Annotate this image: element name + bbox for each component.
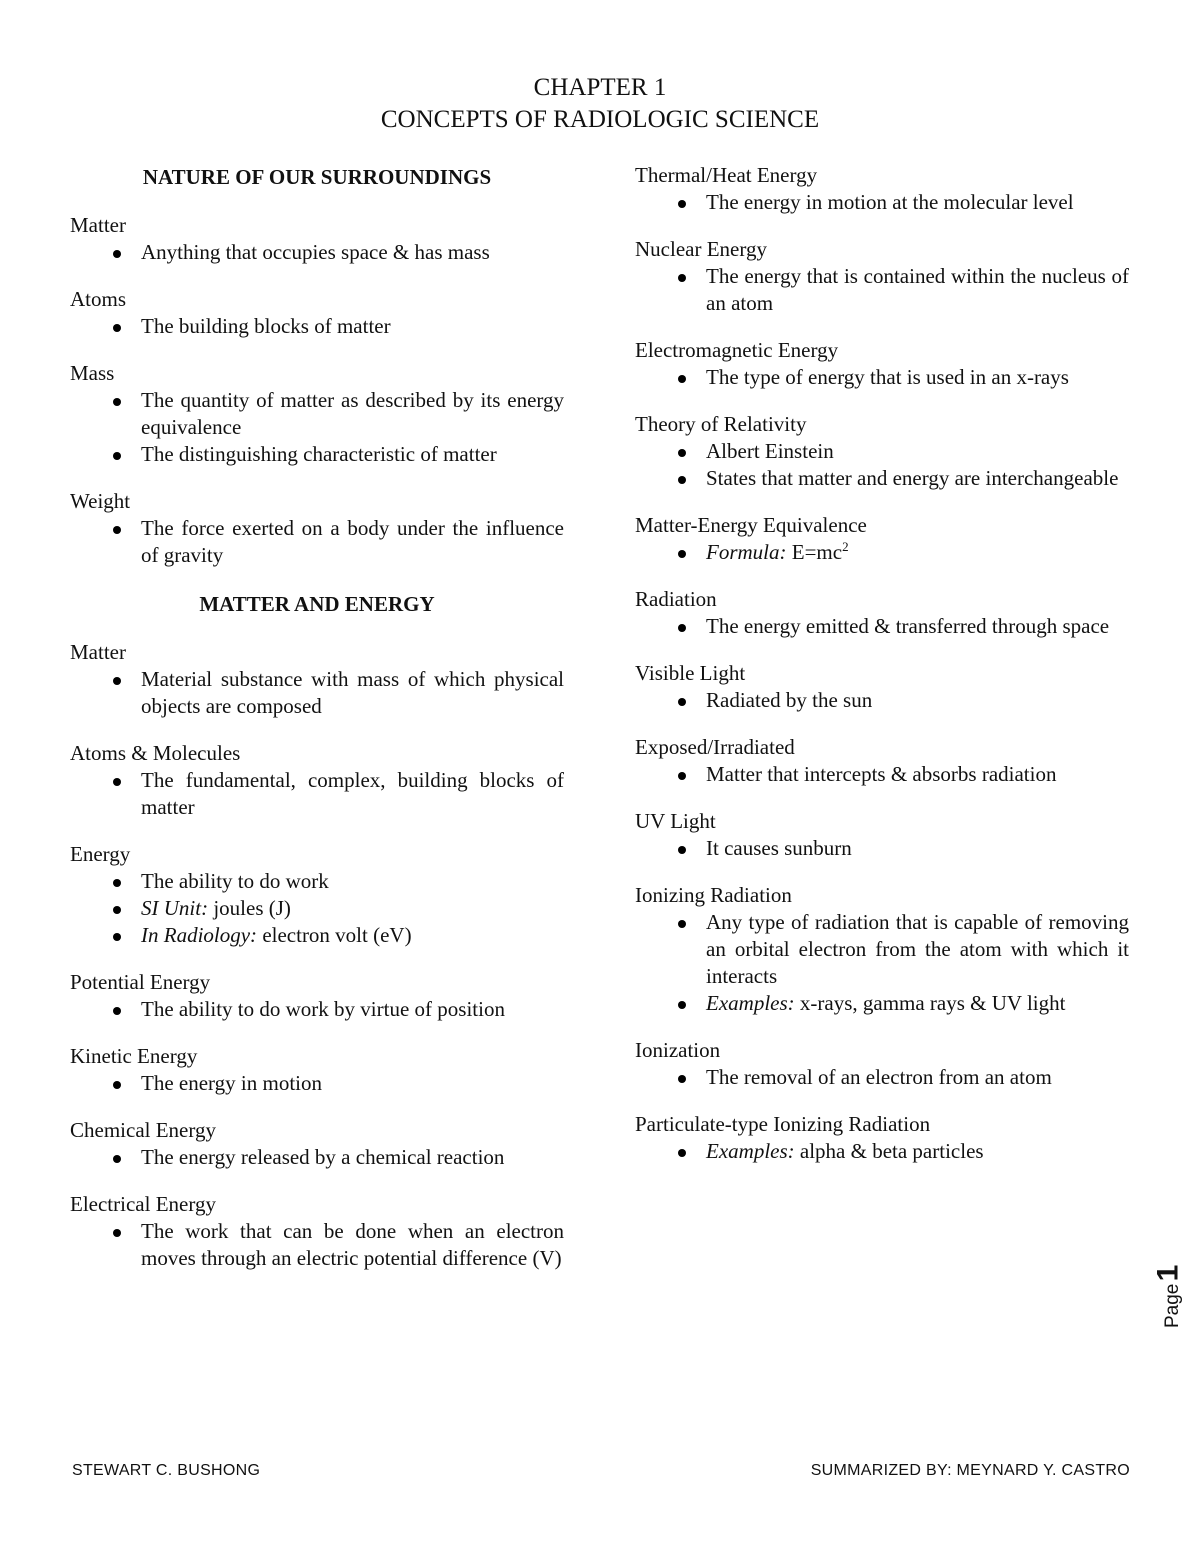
bullet-item-examples	[706, 990, 1129, 1017]
term-visible-light: Visible Light	[635, 661, 746, 685]
examples-value: alpha & beta particles	[794, 1139, 984, 1163]
bullet-list	[70, 313, 564, 340]
page-label: Page	[1162, 1283, 1183, 1328]
bullet-item: The building blocks of matter	[141, 313, 564, 340]
bullet-item: The quantity of matter as described by its energy equivalence	[141, 388, 564, 439]
page-number-marker	[1151, 1262, 1198, 1334]
bullet-item: The ability to do work by virtue of position	[141, 996, 564, 1023]
bullet-item: The type of energy that is used in an x-rays	[706, 364, 1129, 391]
term-energy: Energy	[70, 842, 131, 866]
term-electrical-energy: Electrical Energy	[70, 1192, 216, 1216]
term-exposed-irradiated: Exposed/Irradiated	[635, 735, 795, 759]
term-atoms-molecules: Atoms & Molecules	[70, 741, 241, 765]
bullet-item: States that matter and energy are interchangeable	[706, 465, 1129, 492]
bullet-list	[70, 515, 564, 569]
bullet-list	[70, 1218, 564, 1272]
examples-value: x-rays, gamma rays & UV light	[794, 991, 1066, 1015]
bullet-list	[635, 1064, 1129, 1091]
bullet-list	[70, 868, 564, 949]
bullet-item: The work that can be done when an electron moves through an electric potential difference (V)	[141, 1219, 564, 1270]
bullet-item: The energy in motion at the molecular level	[706, 189, 1129, 216]
bullet-list	[70, 1070, 564, 1097]
chapter-title: CONCEPTS OF RADIOLOGIC SCIENCE	[380, 106, 820, 133]
bullet-list	[635, 189, 1129, 216]
chapter-number: CHAPTER 1	[533, 74, 667, 101]
page-number: 1	[1151, 1264, 1185, 1282]
bullet-item-formula	[706, 539, 1129, 566]
bullet-list	[70, 239, 564, 266]
bullet-item: The energy emitted & transferred through space	[706, 613, 1129, 640]
bullet-item: The fundamental, complex, building blocks of matter	[141, 768, 564, 819]
term-theory-of-relativity: Theory of Relativity	[635, 412, 807, 436]
bullet-list	[70, 767, 564, 821]
bullet-list	[635, 835, 1129, 862]
bullet-item: The energy released by a chemical reaction	[141, 1144, 564, 1171]
bullet-item: The distinguishing characteristic of matter	[141, 441, 564, 468]
term-ionization: Ionization	[635, 1038, 721, 1062]
bullet-item: Material substance with mass of which physical objects are composed	[141, 667, 564, 718]
term-radiation: Radiation	[635, 587, 717, 611]
footer-author: STEWART C. BUSHONG	[72, 1462, 261, 1479]
bullet-list	[635, 263, 1129, 317]
bullet-item-radiology-unit	[141, 922, 564, 949]
radiology-unit-label: In Radiology:	[141, 923, 258, 947]
section-heading-surroundings: NATURE OF OUR SURROUNDINGS	[142, 165, 492, 189]
term-nuclear-energy: Nuclear Energy	[635, 237, 767, 261]
bullet-item: The energy in motion	[141, 1070, 564, 1097]
bullet-list	[635, 613, 1129, 640]
examples-label: Examples:	[706, 1139, 795, 1163]
section-heading-matter-energy: MATTER AND ENERGY	[199, 592, 435, 616]
bullet-item: The force exerted on a body under the influence of gravity	[141, 516, 564, 567]
bullet-item: Albert Einstein	[706, 438, 1129, 465]
bullet-list	[70, 666, 564, 720]
term-matter: Matter	[70, 213, 126, 237]
bullet-item: It causes sunburn	[706, 835, 1129, 862]
term-particulate-ionizing-radiation: Particulate-type Ionizing Radiation	[635, 1112, 931, 1136]
bullet-list	[635, 364, 1129, 391]
bullet-item: The ability to do work	[141, 868, 564, 895]
bullet-item: Any type of radiation that is capable of removing an orbital electron from the atom with which it interacts	[706, 910, 1129, 988]
formula-exponent: 2	[842, 539, 849, 554]
term-uv-light: UV Light	[635, 809, 716, 833]
si-unit-label: SI Unit:	[141, 896, 209, 920]
term-weight: Weight	[70, 489, 131, 513]
term-matter-2: Matter	[70, 640, 126, 664]
formula-label: Formula:	[706, 540, 787, 564]
term-ionizing-radiation: Ionizing Radiation	[635, 883, 792, 907]
term-chemical-energy: Chemical Energy	[70, 1118, 216, 1142]
bullet-item-examples	[706, 1138, 1129, 1165]
chapter-title-block	[0, 72, 1200, 136]
bullet-list	[635, 438, 1129, 492]
bullet-list	[635, 1138, 1129, 1165]
bullet-list	[635, 687, 1129, 714]
term-kinetic-energy: Kinetic Energy	[70, 1044, 198, 1068]
bullet-item: Anything that occupies space & has mass	[141, 239, 564, 266]
bullet-item: Matter that intercepts & absorbs radiation	[706, 761, 1129, 788]
bullet-item: The energy that is contained within the nucleus of an atom	[706, 264, 1129, 315]
term-matter-energy-equivalence: Matter-Energy Equivalence	[635, 513, 867, 537]
left-column	[70, 162, 564, 1292]
bullet-list	[635, 909, 1129, 1017]
term-electromagnetic-energy: Electromagnetic Energy	[635, 338, 839, 362]
bullet-list	[70, 1144, 564, 1171]
bullet-list	[70, 996, 564, 1023]
bullet-item: Radiated by the sun	[706, 687, 1129, 714]
term-mass: Mass	[70, 361, 115, 385]
bullet-item: The removal of an electron from an atom	[706, 1064, 1129, 1091]
right-column	[635, 162, 1129, 1185]
footer-summarizer: SUMMARIZED BY: MEYNARD Y. CASTRO	[810, 1462, 1130, 1479]
term-thermal-energy: Thermal/Heat Energy	[635, 163, 818, 187]
term-potential-energy: Potential Energy	[70, 970, 211, 994]
formula-value: E=mc	[786, 540, 843, 564]
bullet-item-si-unit	[141, 895, 564, 922]
radiology-unit-value: electron volt (eV)	[257, 923, 412, 947]
term-atoms: Atoms	[70, 287, 127, 311]
si-unit-value: joules (J)	[208, 896, 291, 920]
bullet-list	[635, 761, 1129, 788]
examples-label: Examples:	[706, 991, 795, 1015]
bullet-list	[70, 387, 564, 468]
bullet-list	[635, 539, 1129, 566]
